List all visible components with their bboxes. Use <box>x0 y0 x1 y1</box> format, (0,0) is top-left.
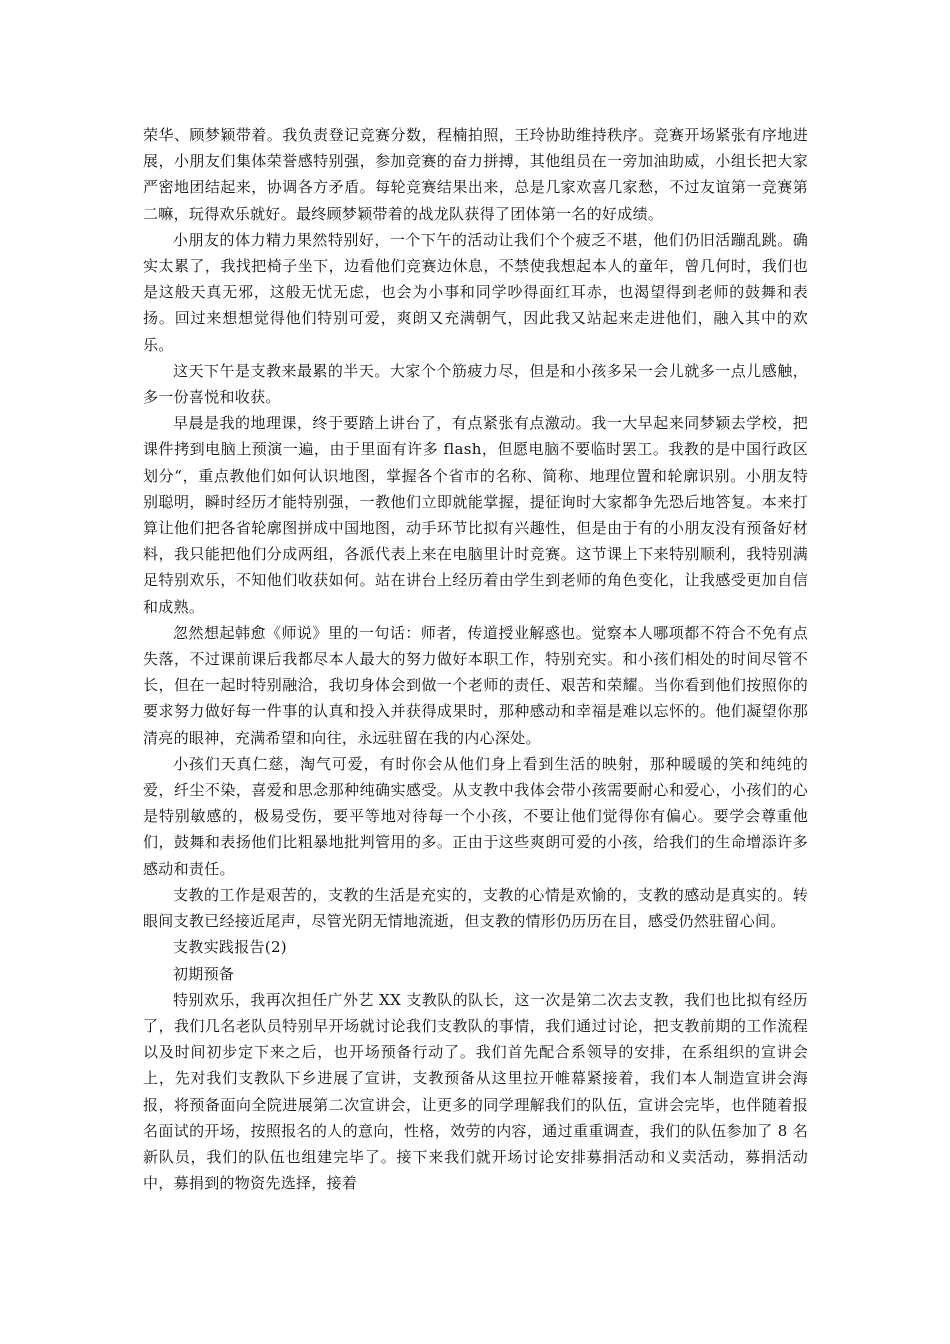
paragraph-teacher-reflection: 忽然想起韩愈《师说》里的一句话：师者，传道授业解惑也。觉察本人哪项都不符合不免有点失落，不过课前课后我都尽本人最大的努力做好本职工作，特别充实。和小孩们相处的时间尽管不长，但在一起时特别融洽，我切身体会到做一个老师的责任、艰苦和荣耀。当你看到他们按照你的要求努力做好每一件事的认真和投入并获得成果时，那种感动和幸福是难以忘怀的。他们凝望你那清亮的眼神，充满希望和向往，永远驻留在我的内心深处。 <box>143 623 808 747</box>
paragraph-geography-class: 早晨是我的地理课，终于要踏上讲台了，有点紧张有点激动。我一大早起来同梦颖去学校，把课件拷到电脑上预演一遍，由于里面有许多 flash，但愿电脑不要临时罢工。我教的是中国行政区划分“，重点教他们如何认识地图，掌握各个省市的名称、简称、地理位置和轮廓识别。小朋友特别聪明，瞬时经历才能特别强，一教他们立即就能掌握，提征询时大家都争先恐后地答复。本来打算让他们把各省轮廓图拼成中国地图，动手环节比拟有兴趣性，但是由于有的小朋友没有预备好材料，我只能把他们分成两组，各派代表上来在电脑里计时竞赛。这节课上下来特别顺利，我特别满足特别欢乐，不知他们收获如何。站在讲台上经历着由学生到老师的角色变化，让我感受更加自信和成熟。 <box>143 414 808 616</box>
paragraph-competition: 荣华、顾梦颖带着。我负责登记竞赛分数，程楠拍照，王玲协助维持秩序。竞赛开场紧张有序地进展，小朋友们集体荣誉感特别强，参加竞赛的奋力拼搏，其他组员在一旁加油助威，小组长把大家严密地团结起来，协调各方矛盾。每轮竞赛结果出来，总是几家欢喜几家愁，不过友谊第一竞赛第二嘛，玩得欢乐就好。最终顾梦颖带着的战龙队获得了团体第一名的好成绩。 <box>143 126 808 223</box>
paragraph-children-nature: 小孩们天真仁慈，淘气可爱，有时你会从他们身上看到生活的映射，那种暖暖的笑和纯纯的爱，纤尘不染，喜爱和思念那种纯确实感受。从支教中我体会带小孩需要耐心和爱心，小孩们的心是特别敏感的，极易受伤，要平等地对待每一个小孩，不要让他们觉得你有偏心。要学会尊重他们，鼓舞和表扬他们比粗暴地批判管用的多。正由于这些爽朗可爱的小孩，给我们的生命增添许多感动和责任。 <box>143 754 808 878</box>
section-title: 支教实践报告(2) <box>173 938 287 957</box>
paragraph-children-energy: 小朋友的体力精力果然特别好，一个下午的活动让我们个个疲乏不堪，他们仍旧活蹦乱跳。确实太累了，我找把椅子坐下，边看他们竞赛边休息，不禁使我想起本人的童年，曾几何时，我们也是这般天真无邪，这般无忧无虑，也会为小事和同学吵得面红耳赤，也渴望得到老师的鼓舞和表扬。回过来想想觉得他们特别可爱，爽朗又充满朝气，因此我又站起来走进他们，融入其中的欢乐。 <box>143 230 808 354</box>
paragraph-summary: 支教的工作是艰苦的，支教的生活是充实的，支教的心情是欢愉的，支教的感动是真实的。转眼间支教已经接近尾声，尽管光阴无情地流逝，但支教的情形仍历历在目，感受仍然驻留心间。 <box>143 885 808 931</box>
subsection-title: 初期预备 <box>173 964 235 983</box>
document-page <box>143 122 808 1196</box>
paragraph-tiring-afternoon: 这天下午是支教来最累的半天。大家个个筋疲力尽，但是和小孩多呆一会儿就多一点儿感触，多一份喜悦和收获。 <box>143 361 808 407</box>
paragraph-early-preparation: 特别欢乐，我再次担任广外艺 XX 支教队的队长，这一次是第二次去支教，我们也比拟有经历了，我们几名老队员特别早开场就讨论我们支教队的事情，我们通过讨论，把支教前期的工作流程以及时间初步定下来之后，也开场预备行动了。我们首先配合系领导的安排，在系组织的宣讲会上，先对我们支教队下乡进展了宣讲，支教预备从这里拉开帷幕紧接着，我们本人制造宣讲会海报，将预备面向全院进展第二次宣讲会，让更多的同学理解我们的队伍，宣讲会完毕，也伴随着报名面试的开场，按照报名的人的意向，性格，效劳的内容，通过重重调查，我们的队伍参加了 8 名新队员，我们的队伍也组建完毕了。接下来我们就开场讨论安排募捐活动和义卖活动，募捐活动中，募捐到的物资先选择，接着 <box>143 990 808 1193</box>
